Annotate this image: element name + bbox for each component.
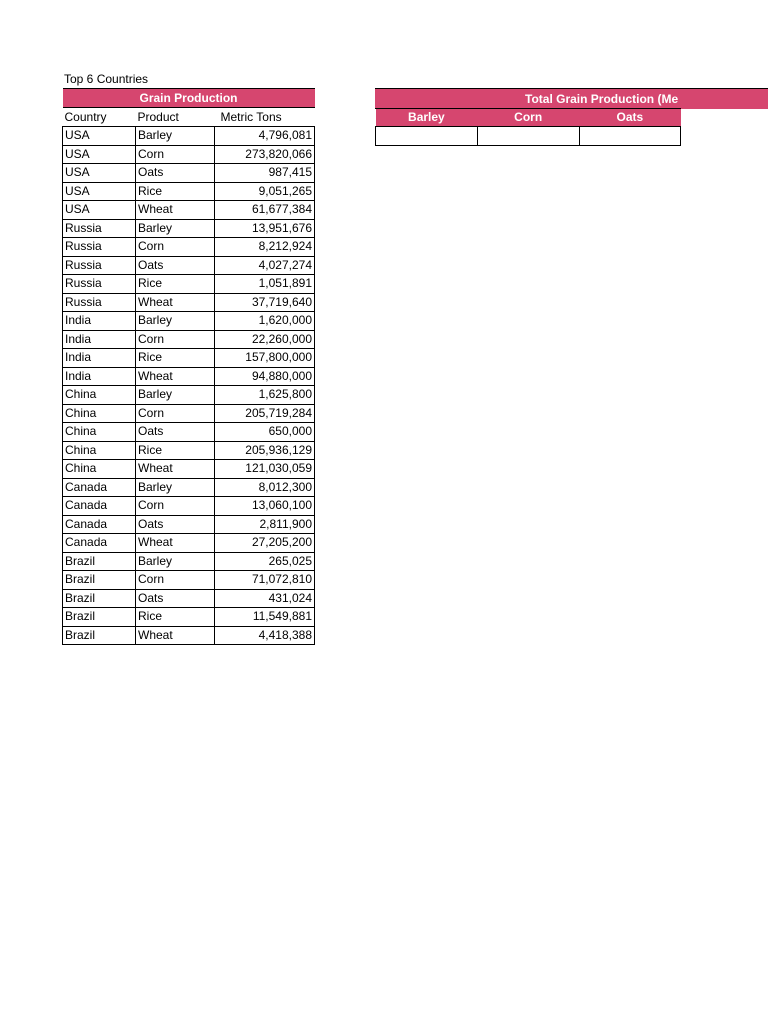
cell-product[interactable]: Wheat bbox=[136, 626, 215, 645]
cell-country[interactable]: China bbox=[63, 423, 136, 442]
table-row bbox=[63, 515, 315, 534]
cell-product[interactable]: Rice bbox=[136, 608, 215, 627]
summary-cell-barley[interactable] bbox=[376, 127, 478, 146]
cell-product[interactable]: Corn bbox=[136, 238, 215, 257]
cell-country[interactable]: India bbox=[63, 367, 136, 386]
cell-product[interactable]: Corn bbox=[136, 145, 215, 164]
cell-metric-tons[interactable]: 8,012,300 bbox=[215, 478, 315, 497]
column-header-row bbox=[63, 108, 315, 127]
table-row bbox=[63, 552, 315, 571]
cell-country[interactable]: India bbox=[63, 312, 136, 331]
summary-value-row bbox=[376, 127, 768, 146]
cell-product[interactable]: Barley bbox=[136, 386, 215, 405]
summary-banner-row bbox=[375, 88, 768, 108]
table-row bbox=[63, 386, 315, 405]
table-row bbox=[63, 127, 315, 146]
cell-metric-tons[interactable]: 1,051,891 bbox=[215, 275, 315, 294]
page-heading: Top 6 Countries bbox=[64, 72, 149, 86]
column-header-country[interactable]: Country bbox=[63, 108, 136, 127]
summary-header-corn[interactable]: Corn bbox=[477, 108, 579, 127]
cell-country[interactable]: USA bbox=[63, 201, 136, 220]
cell-country[interactable]: Canada bbox=[63, 515, 136, 534]
cell-product[interactable]: Rice bbox=[136, 275, 215, 294]
cell-metric-tons[interactable]: 71,072,810 bbox=[215, 571, 315, 590]
cell-product[interactable]: Barley bbox=[136, 312, 215, 331]
cell-metric-tons[interactable]: 94,880,000 bbox=[215, 367, 315, 386]
column-header-product[interactable]: Product bbox=[136, 108, 215, 127]
cell-country[interactable]: China bbox=[63, 386, 136, 405]
cell-metric-tons[interactable]: 13,060,100 bbox=[215, 497, 315, 516]
cell-country[interactable]: USA bbox=[63, 127, 136, 146]
cell-metric-tons[interactable]: 27,205,200 bbox=[215, 534, 315, 553]
table-row bbox=[63, 571, 315, 590]
cell-product[interactable]: Oats bbox=[136, 515, 215, 534]
total-grain-production-table bbox=[375, 88, 768, 146]
cell-metric-tons[interactable]: 157,800,000 bbox=[215, 349, 315, 368]
table-row bbox=[63, 478, 315, 497]
table-row bbox=[63, 293, 315, 312]
summary-header-row bbox=[376, 108, 768, 127]
cell-country[interactable]: Brazil bbox=[63, 552, 136, 571]
cell-metric-tons[interactable]: 2,811,900 bbox=[215, 515, 315, 534]
cell-country[interactable]: China bbox=[63, 460, 136, 479]
cell-country[interactable]: Brazil bbox=[63, 589, 136, 608]
cell-country[interactable]: Russia bbox=[63, 275, 136, 294]
cell-product[interactable]: Corn bbox=[136, 571, 215, 590]
summary-banner-fill-overflow bbox=[681, 89, 768, 109]
table-row bbox=[63, 275, 315, 294]
cell-metric-tons[interactable]: 431,024 bbox=[215, 589, 315, 608]
cell-product[interactable]: Barley bbox=[136, 552, 215, 571]
cell-product[interactable]: Rice bbox=[136, 182, 215, 201]
table-banner: Grain Production bbox=[63, 89, 315, 108]
cell-country[interactable]: Russia bbox=[63, 219, 136, 238]
table-row bbox=[63, 145, 315, 164]
table-row bbox=[63, 626, 315, 645]
cell-country[interactable]: USA bbox=[63, 164, 136, 183]
cell-product[interactable]: Rice bbox=[136, 349, 215, 368]
cell-metric-tons[interactable]: 205,719,284 bbox=[215, 404, 315, 423]
table-row bbox=[63, 460, 315, 479]
cell-product[interactable]: Rice bbox=[136, 441, 215, 460]
cell-product[interactable]: Wheat bbox=[136, 293, 215, 312]
table-row bbox=[63, 201, 315, 220]
table-row bbox=[63, 441, 315, 460]
grain-production-table bbox=[62, 88, 315, 645]
cell-country[interactable]: India bbox=[63, 330, 136, 349]
summary-banner: Total Grain Production (Me bbox=[525, 92, 679, 106]
table-row bbox=[63, 219, 315, 238]
summary-cell-empty bbox=[681, 127, 768, 146]
cell-metric-tons[interactable]: 273,820,066 bbox=[215, 145, 315, 164]
cell-metric-tons[interactable]: 650,000 bbox=[215, 423, 315, 442]
table-row bbox=[63, 534, 315, 553]
cell-country[interactable]: Canada bbox=[63, 497, 136, 516]
cell-metric-tons[interactable]: 61,677,384 bbox=[215, 201, 315, 220]
table-banner-row bbox=[63, 89, 315, 108]
table-row bbox=[63, 608, 315, 627]
cell-product[interactable]: Wheat bbox=[136, 460, 215, 479]
table-row bbox=[63, 423, 315, 442]
cell-country[interactable]: Brazil bbox=[63, 626, 136, 645]
cell-metric-tons[interactable]: 13,951,676 bbox=[215, 219, 315, 238]
cell-metric-tons[interactable]: 987,415 bbox=[215, 164, 315, 183]
cell-metric-tons[interactable]: 1,620,000 bbox=[215, 312, 315, 331]
cell-country[interactable]: Brazil bbox=[63, 608, 136, 627]
summary-header-barley[interactable]: Barley bbox=[376, 108, 478, 127]
table-row bbox=[63, 367, 315, 386]
cell-country[interactable]: USA bbox=[63, 182, 136, 201]
cell-product[interactable]: Oats bbox=[136, 164, 215, 183]
table-row bbox=[63, 182, 315, 201]
cell-metric-tons[interactable]: 4,796,081 bbox=[215, 127, 315, 146]
table-row bbox=[63, 238, 315, 257]
cell-country[interactable]: Russia bbox=[63, 256, 136, 275]
cell-country[interactable]: China bbox=[63, 441, 136, 460]
cell-metric-tons[interactable]: 22,260,000 bbox=[215, 330, 315, 349]
cell-product[interactable]: Corn bbox=[136, 330, 215, 349]
cell-metric-tons[interactable]: 8,212,924 bbox=[215, 238, 315, 257]
summary-cell-corn[interactable] bbox=[477, 127, 579, 146]
cell-metric-tons[interactable]: 265,025 bbox=[215, 552, 315, 571]
table-row bbox=[63, 164, 315, 183]
table-row bbox=[63, 312, 315, 331]
table-row bbox=[63, 589, 315, 608]
table-row bbox=[63, 349, 315, 368]
table-row bbox=[63, 497, 315, 516]
cell-country[interactable]: China bbox=[63, 404, 136, 423]
cell-country[interactable]: Canada bbox=[63, 534, 136, 553]
cell-product[interactable]: Oats bbox=[136, 589, 215, 608]
cell-metric-tons[interactable]: 1,625,800 bbox=[215, 386, 315, 405]
cell-product[interactable]: Barley bbox=[136, 478, 215, 497]
cell-product[interactable]: Corn bbox=[136, 497, 215, 516]
cell-country[interactable]: USA bbox=[63, 145, 136, 164]
summary-header-oats[interactable]: Oats bbox=[579, 108, 681, 127]
summary-header-empty bbox=[681, 108, 768, 127]
cell-metric-tons[interactable]: 9,051,265 bbox=[215, 182, 315, 201]
cell-country[interactable]: Russia bbox=[63, 293, 136, 312]
cell-metric-tons[interactable]: 11,549,881 bbox=[215, 608, 315, 627]
cell-product[interactable]: Barley bbox=[136, 219, 215, 238]
cell-country[interactable]: Brazil bbox=[63, 571, 136, 590]
cell-metric-tons[interactable]: 205,936,129 bbox=[215, 441, 315, 460]
table-row bbox=[63, 256, 315, 275]
table-row bbox=[63, 330, 315, 349]
summary-cell-oats[interactable] bbox=[579, 127, 681, 146]
cell-country[interactable]: India bbox=[63, 349, 136, 368]
cell-product[interactable]: Oats bbox=[136, 423, 215, 442]
table-row bbox=[63, 404, 315, 423]
cell-metric-tons[interactable]: 4,027,274 bbox=[215, 256, 315, 275]
cell-product[interactable]: Corn bbox=[136, 404, 215, 423]
cell-product[interactable]: Wheat bbox=[136, 201, 215, 220]
cell-product[interactable]: Barley bbox=[136, 127, 215, 146]
cell-product[interactable]: Oats bbox=[136, 256, 215, 275]
cell-country[interactable]: Canada bbox=[63, 478, 136, 497]
cell-product[interactable]: Wheat bbox=[136, 534, 215, 553]
cell-metric-tons[interactable]: 4,418,388 bbox=[215, 626, 315, 645]
column-header-metric-tons[interactable]: Metric Tons bbox=[215, 108, 315, 127]
cell-country[interactable]: Russia bbox=[63, 238, 136, 257]
cell-metric-tons[interactable]: 121,030,059 bbox=[215, 460, 315, 479]
cell-metric-tons[interactable]: 37,719,640 bbox=[215, 293, 315, 312]
cell-product[interactable]: Wheat bbox=[136, 367, 215, 386]
